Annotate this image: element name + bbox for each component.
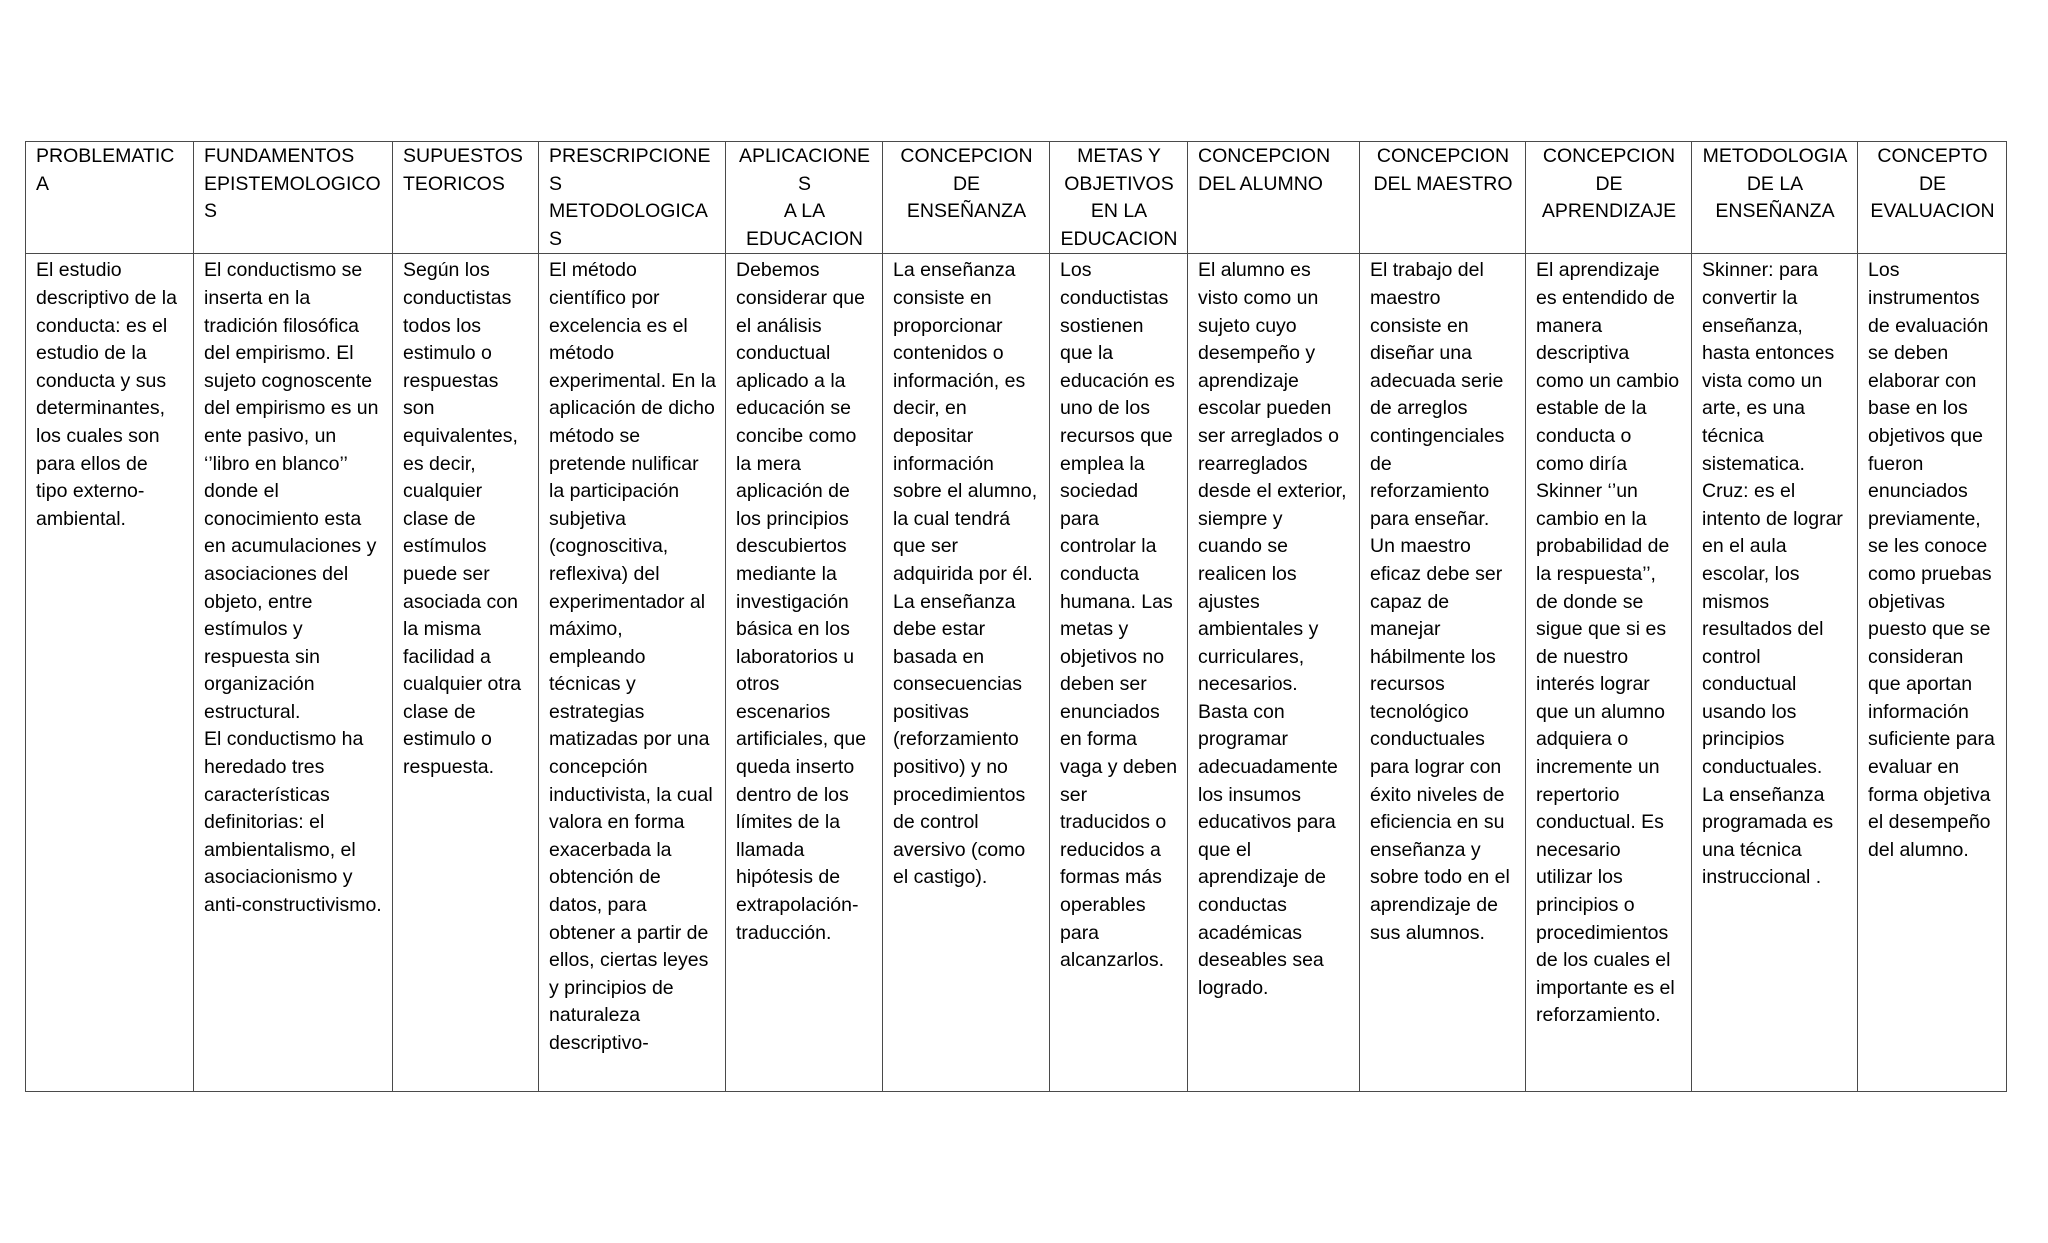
table-header: [26, 142, 2007, 254]
table-row: [26, 254, 2007, 1092]
cell-metodologia-ensenanza: Skinner: para convertir la enseñanza, hasta entonces vista como un arte, es una técnica sistematica. Cruz: es el intento de lograr en el aula escolar, los mismos resultados del control conductual usando los principios conductuales. La enseñanza programada es una técnica instruccional .: [1692, 254, 1858, 1092]
cell-concepcion-aprendizaje: El aprendizaje es entendido de manera descriptiva como un cambio estable de la conducta o como diría Skinner ‘’un cambio en la probabilidad de la respuesta’’, de donde se sigue que si es de nuestro interés lograr que un alumno adquiera o incremente un repertorio conductual. Es necesario utilizar los principios o procedimientos de los cuales el importante es el reforzamiento.: [1526, 254, 1692, 1092]
header-aplicaciones-educacion: APLICACIONES A LA EDUCACION: [726, 142, 883, 254]
header-concepto-evaluacion: CONCEPTO DE EVALUACION: [1858, 142, 2007, 254]
header-concepcion-maestro: CONCEPCION DEL MAESTRO: [1360, 142, 1526, 254]
header-concepcion-alumno: CONCEPCION DEL ALUMNO: [1188, 142, 1360, 254]
cell-aplicaciones-educacion: Debemos considerar que el análisis conductual aplicado a la educación se concibe como la mera aplicación de los principios descubiertos mediante la investigación básica en los laboratorios u otros escenarios artificiales, que queda inserto dentro de los límites de la llamada hipótesis de extrapolación-traducción.: [726, 254, 883, 1092]
header-concepcion-ensenanza: CONCEPCION DE ENSEÑANZA: [883, 142, 1050, 254]
cell-concepcion-alumno: El alumno es visto como un sujeto cuyo desempeño y aprendizaje escolar pueden ser arreglados o rearreglados desde el exterior, siempre y cuando se realicen los ajustes ambientales y curriculares, necesarios. Basta con programar adecuadamente los insumos educativos para que el aprendizaje de conductas académicas deseables sea logrado.: [1188, 254, 1360, 1092]
cell-problematica: El estudio descriptivo de la conducta: es el estudio de la conducta y sus determinantes, los cuales son para ellos de tipo externo-ambiental.: [26, 254, 194, 1092]
header-row: [26, 142, 2007, 254]
header-concepcion-aprendizaje: CONCEPCION DE APRENDIZAJE: [1526, 142, 1692, 254]
header-problematica: PROBLEMATICA: [26, 142, 194, 254]
cell-supuestos-teoricos: Según los conductistas todos los estimulo o respuestas son equivalentes, es decir, cualquier clase de estímulos puede ser asociada con la misma facilidad a cualquier otra clase de estimulo o respuesta.: [393, 254, 539, 1092]
cell-concepcion-ensenanza: La enseñanza consiste en proporcionar contenidos o información, es decir, en depositar información sobre el alumno, la cual tendrá que ser adquirida por él. La enseñanza debe estar basada en consecuencias positivas (reforzamiento positivo) y no procedimientos de control aversivo (como el castigo).: [883, 254, 1050, 1092]
comparison-table: [25, 141, 2007, 1092]
table-body: [26, 254, 2007, 1092]
cell-metas-objetivos: Los conductistas sostienen que la educación es uno de los recursos que emplea la sociedad para controlar la conducta humana. Las metas y objetivos no deben ser enunciados en forma vaga y deben ser traducidos o reducidos a formas más operables para alcanzarlos.: [1050, 254, 1188, 1092]
cell-prescripciones-metodologicas: El método científico por excelencia es el método experimental. En la aplicación de dicho método se pretende nulificar la participación subjetiva (cognoscitiva, reflexiva) del experimentador al máximo, empleando técnicas y estrategias matizadas por una concepción inductivista, la cual valora en forma exacerbada la obtención de datos, para obtener a partir de ellos, ciertas leyes y principios de naturaleza descriptivo-: [539, 254, 726, 1092]
header-metodologia-ensenanza: METODOLOGIA DE LA ENSEÑANZA: [1692, 142, 1858, 254]
header-metas-objetivos: METAS Y OBJETIVOS EN LA EDUCACION: [1050, 142, 1188, 254]
header-fundamentos-epistemologicos: FUNDAMENTOS EPISTEMOLOGICOS: [194, 142, 393, 254]
header-supuestos-teoricos: SUPUESTOS TEORICOS: [393, 142, 539, 254]
header-prescripciones-metodologicas: PRESCRIPCIONES METODOLOGICAS: [539, 142, 726, 254]
cell-concepto-evaluacion: Los instrumentos de evaluación se deben elaborar con base en los objetivos que fueron enunciados previamente, se les conoce como pruebas objetivas puesto que se consideran que aportan información suficiente para evaluar en forma objetiva el desempeño del alumno.: [1858, 254, 2007, 1092]
cell-concepcion-maestro: El trabajo del maestro consiste en diseñar una adecuada serie de arreglos contingenciales de reforzamiento para enseñar. Un maestro eficaz debe ser capaz de manejar hábilmente los recursos tecnológico conductuales para lograr con éxito niveles de eficiencia en su enseñanza y sobre todo en el aprendizaje de sus alumnos.: [1360, 254, 1526, 1092]
cell-fundamentos-epistemologicos: El conductismo se inserta en la tradición filosófica del empirismo. El sujeto cognoscente del empirismo es un ente pasivo, un ‘’libro en blanco’’ donde el conocimiento esta en acumulaciones y asociaciones del objeto, entre estímulos y respuesta sin organización estructural. El conductismo ha heredado tres características definitorias: el ambientalismo, el asociacionismo y anti-constructivismo.: [194, 254, 393, 1092]
